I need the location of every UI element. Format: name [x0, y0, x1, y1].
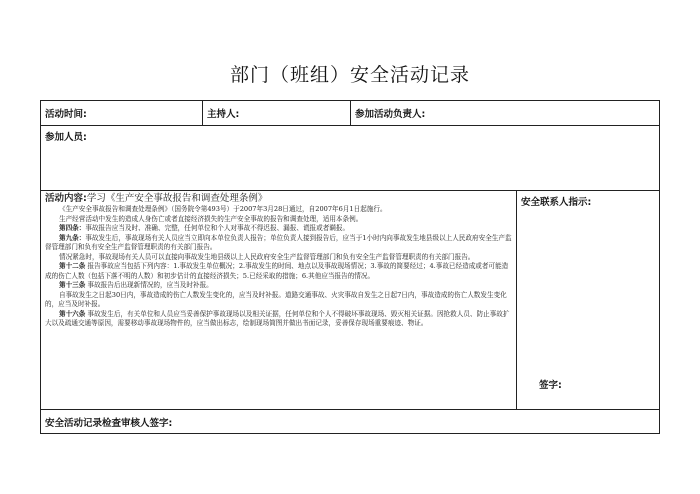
review-label: 安全活动记录检查审核人签字: [45, 418, 173, 429]
leader-cell[interactable] [351, 101, 659, 125]
paragraph-4 [45, 234, 512, 253]
content-label: 活动内容: [45, 193, 87, 204]
article-13-text: 事故报告后出现新情况的，应当及时补报。 [87, 281, 213, 289]
article-4-head: 第四条： [59, 224, 86, 232]
article-4-text: 事故报告应当及时、准确、完整，任何单位和个人对事故不得迟报、漏报、谎报或者瞒报。 [85, 224, 350, 232]
header-row [41, 101, 659, 126]
participants-row[interactable] [41, 126, 659, 191]
article-16-head: 第十六条 [59, 309, 86, 318]
record-table [40, 100, 660, 434]
review-row[interactable] [41, 410, 659, 433]
article-16-text: 事故发生后，有关单位和人员应当妥善保护事故现场以及相关证据，任何单位和个人不得破坏事故现场、毁灭相关证据。因抢救人员、防止事故扩大以及疏通交通等原因，需要移动事故现场物件的，应当做出标志，绘制现场简图并做出书面记录，妥善保存现场重要痕迹、物证。 [45, 309, 510, 327]
content-heading [45, 193, 512, 205]
article-13-head: 第十三条 [59, 281, 86, 289]
host-label: 主持人: [207, 109, 240, 120]
activity-content-cell[interactable] [41, 191, 517, 409]
paragraph-6 [45, 262, 512, 281]
paragraph-7 [45, 281, 512, 291]
contact-sign-label: 签字: [539, 380, 562, 391]
article-9-text: 事故发生后，事故现场有关人员应当立即向本单位负责人报告；单位负责人接到报告后，应当于1小时内向事故发生地县级以上人民政府安全生产监督管理部门和负有安全生产监督管理职责的有关部门报告。 [45, 233, 512, 251]
article-12-text: 报告事故应当包括下列内容：1.事故发生单位概况；2.事故发生的时间、地点以及事故现场情况；3.事故的简要经过；4.事故已经造成或者可能造成的伤亡人数（包括下落不明的人数）和初步估计的直接经济损失；5.已经采取的措施；6.其他应当报告的情况。 [45, 262, 509, 280]
article-12-head: 第十二条 [59, 262, 86, 270]
paragraph-3 [45, 224, 512, 234]
paragraph-2: 生产经营活动中发生的造成人身伤亡或者直接经济损失的生产安全事故的报告和调查处理，适用本条例。 [59, 214, 363, 223]
paragraph-1: 《生产安全事故报告和调查处理条例》（国务院令第493号）于2007年3月28日通过，自2007年6月1日起施行。 [59, 205, 387, 213]
activity-time-cell[interactable] [41, 101, 203, 125]
page-title: 部门（班组）安全活动记录 [229, 64, 470, 86]
contact-instructions-cell[interactable] [517, 191, 659, 409]
paragraph-9 [45, 310, 512, 329]
activity-time-label: 活动时间: [45, 109, 87, 120]
contact-label: 安全联系人指示: [521, 197, 592, 208]
paragraph-5: 情况紧急时，事故现场有关人员可以直接向事故发生地县级以上人民政府安全生产监督管理部门和负有安全生产监督管理职责的有关部门报告。 [59, 252, 475, 261]
content-row [41, 191, 659, 410]
article-9-head: 第九条： [59, 233, 86, 242]
host-cell[interactable] [203, 101, 351, 125]
participants-label: 参加人员: [45, 132, 87, 143]
paragraph-8: 自事故发生之日起30日内，事故造成的伤亡人数发生变化的，应当及时补报。道路交通事故、火灾事故自发生之日起7日内，事故造成的伤亡人数发生变化的，应当及时补报。 [45, 290, 507, 308]
content-topic: 学习《生产安全事故报告和调查处理条例》 [86, 193, 268, 204]
leader-label: 参加活动负责人: [355, 109, 426, 120]
